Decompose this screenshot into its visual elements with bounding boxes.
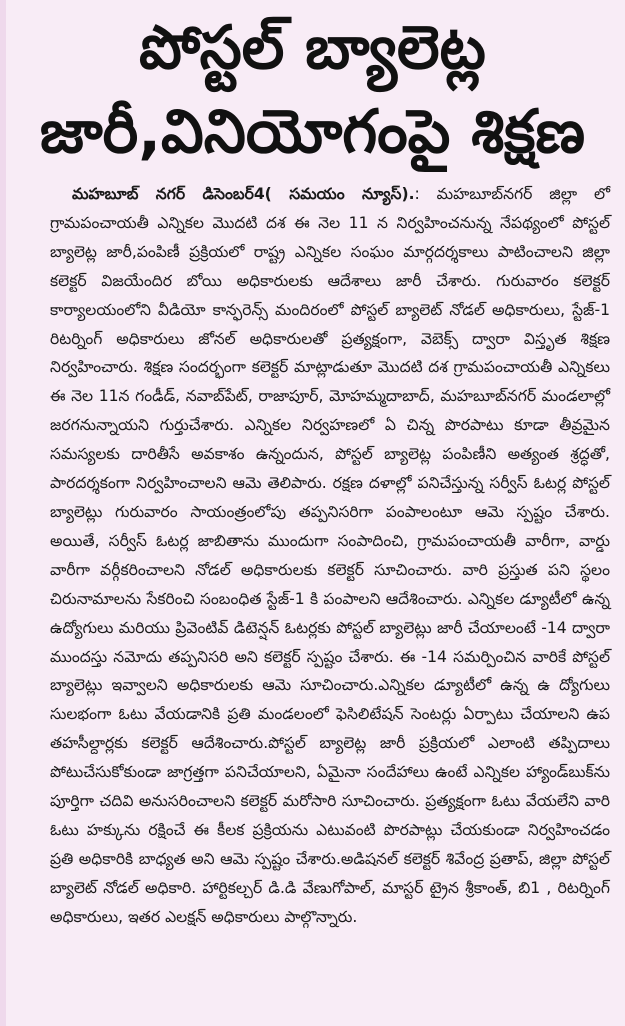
headline-line-2: జారీ,వినియోగంపై శిక్షణ: [39, 97, 586, 167]
left-margin-strip: [0, 0, 6, 1026]
article-paragraph: [50, 180, 610, 932]
headline-line-1: పోస్టల్ బ్యాలెట్ల: [139, 13, 486, 83]
article-body: [50, 180, 610, 932]
article-text: : మహబూబ్‌నగర్ జిల్లా లో గ్రామపంచాయతీ ఎన్నికల మొదటి దశ ఈ నెల 11 న నిర్వహించనున్న నేపథ్యంలో పోస్టల్ బ్యాలెట్ల జారీ,పంపిణీ ప్రక్రియలో రాష్ట్ర ఎన్నికల సంఘం మార్గదర్శకాలు పాటించాలని జిల్లా కలెక్టర్ విజయేందిర బోయి అధికారులకు ఆదేశాలు జారీ చేశారు. గురువారం కలెక్టర్ కార్యాలయంలోని వీడియో కాన్ఫరెన్స్ మందిరంలో పోస్టల్ బ్యాలెట్ నోడల్ అధికారులు, స్టేజ్-1 రిటర్నింగ్ అధికారులు జోనల్ అధికారులతో ప్రత్యక్షంగా, వెబెక్స్ ద్వారా విస్తృత శిక్షణ నిర్వహించారు. శిక్షణ సందర్భంగా కలెక్టర్ మాట్లాడుతూ మొదటి దశ గ్రామపంచాయతీ ఎన్నికలు ఈ నెల 11న గండీడ్, నవాబ్‌పేట్, రాజాపూర్, మోహమ్మదాబాద్, మహబూబ్‌నగర్ మండలాల్లో జరగనున్నాయని గుర్తుచేశారు. ఎన్నికల నిర్వహణలో ఏ చిన్న పొరపాటు కూడా తీవ్రమైన సమస్యలకు దారితీసే అవకాశం ఉన్నందున, పోస్టల్ బ్యాలెట్ల పంపిణీని అత్యంత శ్రద్ధతో, పారదర్శకంగా నిర్వహించాలని ఆమె తెలిపారు. రక్షణ దళాల్లో పనిచేస్తున్న సర్వీస్ ఓటర్ల పోస్టల్ బ్యాలెట్లు గురువారం సాయంత్రంలోపు తప్పనిసరిగా పంపాలంటూ ఆమె స్పష్టం చేశారు. అయితే, సర్వీస్ ఓటర్ల జాబితాను ముందుగా సంపాదించి, గ్రామపంచాయతీ వారీగా, వార్డు వారీగా వర్గీకరించాలని నోడల్ అధికారులకు కలెక్టర్ సూచించారు. వారి ప్రస్తుత పని స్థలం చిరునామాలను సేకరించి సంబంధిత స్టేజ్-1 కి పంపాలని ఆదేశించారు. ఎన్నికల డ్యూటీలో ఉన్న ఉద్యోగులు మరియు ప్రివెంటివ్ డిటెన్షన్ ఓటర్లకు పోస్టల్ బ్యాలెట్లు జారీ చేయాలంటే -14 ద్వారా ముందస్తు నమోదు తప్పనిసరి అని కలెక్టర్ స్పష్టం చేశారు. ఈ -14 సమర్పించిన వారికే పోస్టల్ బ్యాలెట్లు ఇవ్వాలని అధికారులకు ఆమె సూచించారు.ఎన్నికల డ్యూటీలో ఉన్న ఉ ద్యోగులు సులభంగా ఓటు వేయడానికి ప్రతి మండలంలో ఫెసిలిటేషన్ సెంటర్లు ఏర్పాటు చేయాలని ఉప తహసీల్దార్లకు కలెక్టర్ ఆదేశించారు.పోస్టల్ బ్యాలెట్ల జారీ ప్రక్రియలో ఎలాంటి తప్పిదాలు పోటుచేసుకోకుండా జాగ్రత్తగా పనిచేయాలని, ఏమైనా సందేహాలు ఉంటే ఎన్నికల హ్యాండ్‌బుక్‌ను పూర్తిగా చదివి అనుసరించాలని కలెక్టర్ మరోసారి సూచించారు. ప్రత్యక్షంగా ఓటు వేయలేని వారి ఓటు హక్కును రక్షించే ఈ కీలక ప్రక్రియను ఎటువంటి పొరపాట్లు చేయకుండా నిర్వహించడం ప్రతి అధికారికి బాధ్యత అని ఆమె స్పష్టం చేశారు.అడిషనల్ కలెక్టర్ శివేంద్ర ప్రతాప్, జిల్లా పోస్టల్ బ్యాలెట్ నోడల్ అధికారి. హార్టికల్చర్ డి.డి వేణుగోపాల్, మాస్టర్ ట్రైన శ్రీకాంత్, బి1 , రిటర్నింగ్ అధికారులు, ఇతర ఎలక్షన్ అధికారులు పాల్గొన్నారు.: [50, 185, 610, 926]
headline: [0, 0, 625, 174]
dateline: మహబూబ్ నగర్ డిసెంబర్4( సమయం న్యూస్).: [72, 185, 415, 203]
